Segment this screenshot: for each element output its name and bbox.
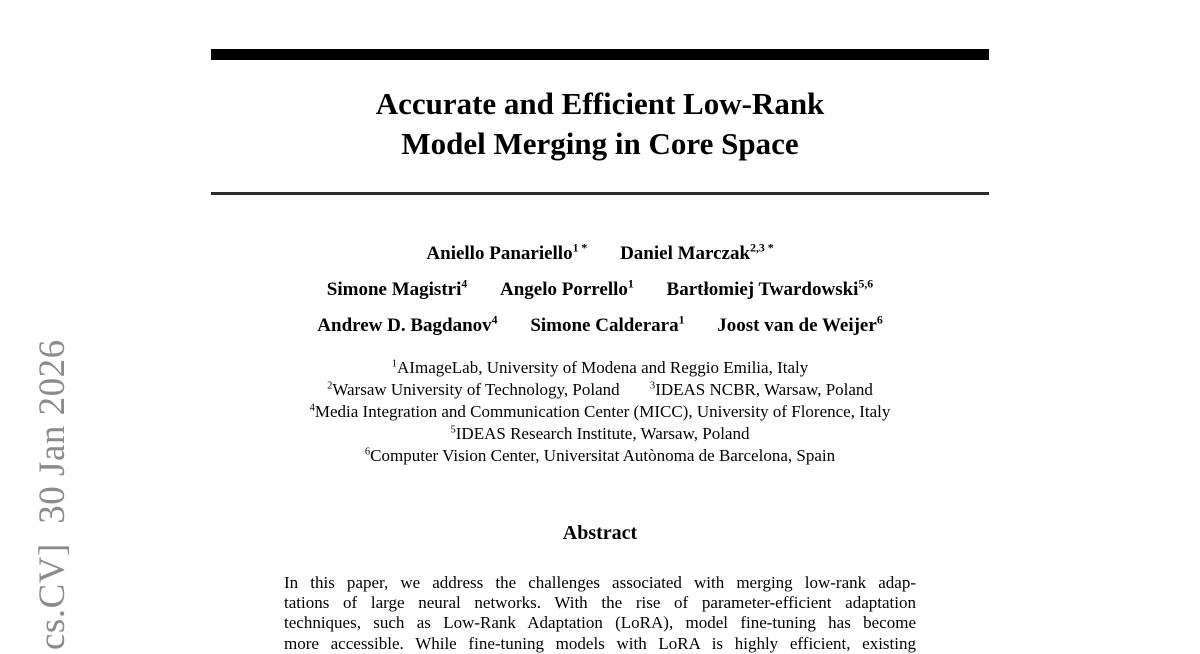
author-name: Simone Calderara	[530, 315, 679, 336]
author-affiliation-sup: 4	[491, 313, 498, 327]
author	[717, 315, 882, 336]
author-block	[211, 243, 989, 351]
author	[317, 315, 497, 336]
author-affiliation-sup: 5,6	[858, 277, 874, 291]
author-name: Angelo Porrello	[500, 279, 628, 300]
affiliation-text: Warsaw University of Technology, Poland	[332, 380, 620, 399]
paper-title	[211, 84, 989, 164]
affiliation-item	[327, 380, 620, 399]
affiliation-sup: 3	[649, 380, 656, 392]
affiliation-line	[211, 401, 989, 423]
affiliation-block	[211, 357, 989, 467]
author	[426, 243, 587, 264]
author-affiliation-sup: 1 *	[572, 241, 588, 255]
affiliation-line	[211, 423, 989, 445]
author-row	[211, 279, 989, 301]
abstract-heading: Abstract	[562, 522, 638, 544]
title-rule-bottom	[211, 192, 989, 195]
author-name: Simone Magistri	[326, 279, 462, 300]
affiliation-sup: 5	[450, 424, 456, 436]
author	[667, 279, 874, 300]
abstract-line: In this paper, we address the challenges associated with merging low-rank adap-	[284, 573, 916, 592]
affiliation-text: Computer Vision Center, Universitat Autònoma de Barcelona, Spain	[370, 446, 836, 465]
author-affiliation-sup: 4	[461, 277, 468, 291]
affiliation-sup: 4	[309, 402, 315, 414]
author-affiliation-sup: 1	[678, 313, 685, 327]
paper-title-line-1: Accurate and Efficient Low-Rank	[375, 86, 825, 121]
affiliation-item	[365, 446, 835, 465]
author-name: Aniello Panariello	[426, 243, 573, 264]
author	[620, 243, 774, 264]
affiliation-sup: 6	[364, 446, 371, 458]
author	[327, 279, 467, 300]
author-name: Daniel Marczak	[620, 243, 751, 264]
author	[500, 279, 634, 300]
author-name: Bartłomiej Twardowski	[666, 279, 859, 300]
abstract-line: more accessible. While fine-tuning models with LoRA is highly efficient, existing	[284, 633, 916, 653]
title-rule-top	[211, 49, 989, 60]
affiliation-item	[392, 358, 808, 377]
affiliation-sup: 2	[327, 380, 333, 392]
affiliation-text: Media Integration and Communication Center (MICC), University of Florence, Italy	[314, 402, 891, 421]
affiliation-item	[310, 402, 891, 421]
author-row	[211, 243, 989, 265]
arxiv-watermark: cs.CV] 30 Jan 2026	[32, 339, 73, 650]
affiliation-line	[211, 445, 989, 467]
affiliation-text: AImageLab, University of Modena and Reggio Emilia, Italy	[397, 358, 809, 377]
affiliation-item	[650, 380, 873, 399]
author-name: Joost van de Weijer	[717, 315, 877, 336]
author-affiliation-sup: 2,3 *	[750, 241, 774, 255]
abstract-text	[284, 573, 916, 654]
affiliation-sup: 1	[391, 358, 398, 370]
affiliation-line	[211, 357, 989, 379]
affiliation-line	[211, 379, 989, 401]
affiliation-item	[451, 424, 750, 443]
abstract-line: techniques, such as Low-Rank Adaptation (LoRA), model fine-tuning has become	[284, 613, 916, 633]
abstract-line: tations of large neural networks. With the rise of parameter-efficient adaptation	[284, 593, 916, 613]
affiliation-text: IDEAS NCBR, Warsaw, Poland	[655, 380, 873, 399]
paper-title-line-2: Model Merging in Core Space	[401, 126, 799, 161]
author-affiliation-sup: 6	[876, 313, 883, 327]
affiliation-text: IDEAS Research Institute, Warsaw, Poland	[455, 424, 750, 443]
paper-content	[211, 0, 989, 653]
author	[530, 315, 684, 336]
author-row	[211, 315, 989, 337]
author-affiliation-sup: 1	[627, 277, 634, 291]
author-name: Andrew D. Bagdanov	[317, 315, 492, 336]
